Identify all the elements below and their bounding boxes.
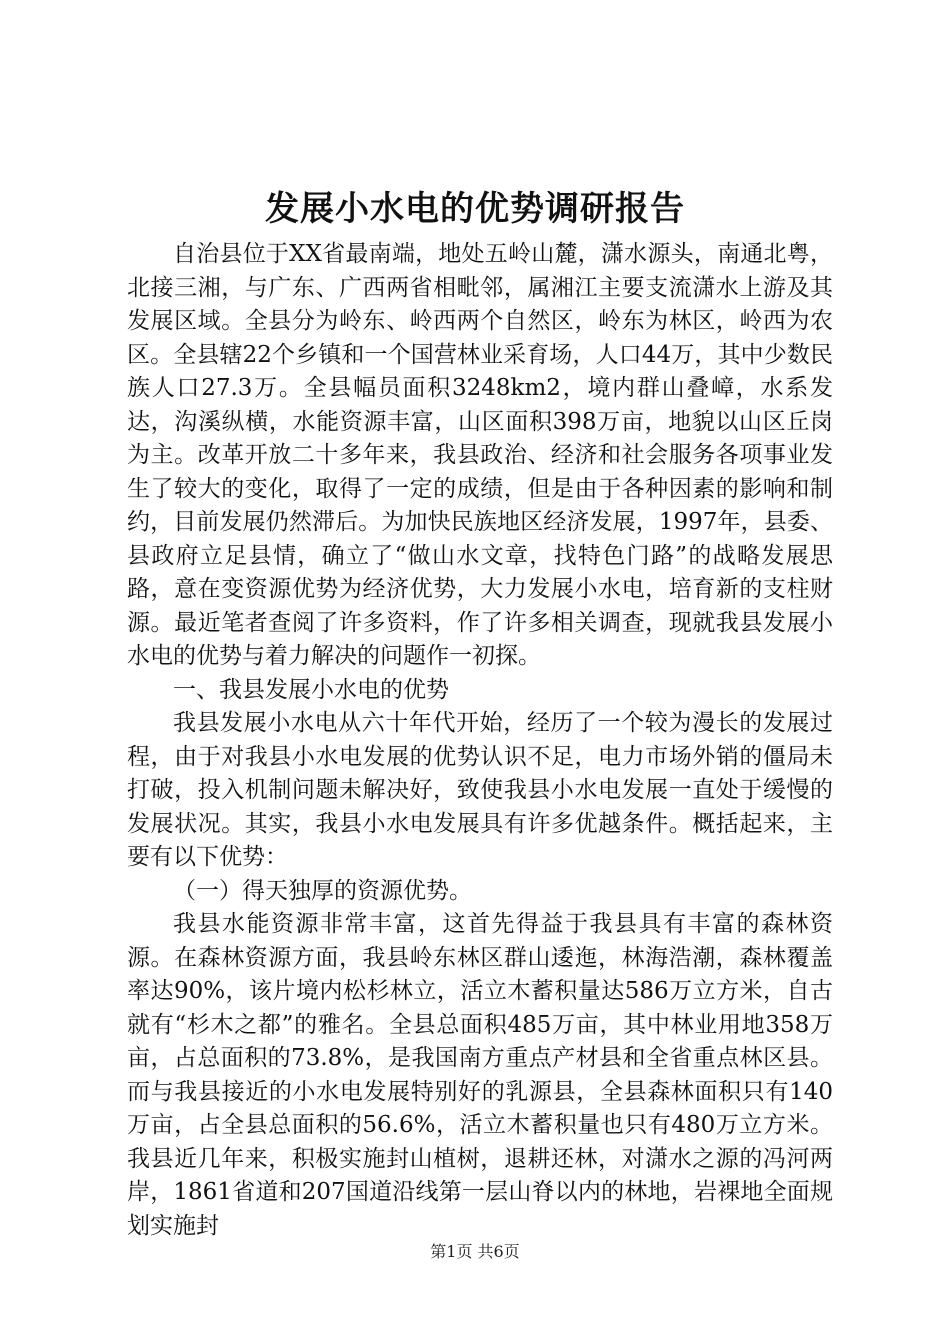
subsection-heading-1: （一）得天独厚的资源优势。 xyxy=(173,877,472,904)
paragraph-resources: 我县水能资源非常丰富，这首先得益于我县具有丰富的森林资源。在森林资源方面，我县岭东林区群山逶迤，林海浩潮，森林覆盖率达90%，该片境内松杉林立，活立木蓄积量达586万立方米，自古就有“杉木之都”的雅名。全县总面积485万亩，其中林业用地358万亩，占总面积的73.8%，是我国南方重点产材县和全省重点林区县。而与我县接近的小水电发展特别好的乳源县，全县森林面积只有140万亩，占全县总面积的56.6%，活立木蓄积量也只有480万立方米。我县近几年来，积极实施封山植树，退耕还林，对潇水之源的冯河两岸，1861省道和207国道沿线第一层山脊以内的林地，岩裸地全面规划实施封 xyxy=(127,911,833,1239)
page-title: 发展小水电的优势调研报告 xyxy=(265,189,685,229)
page-number-footer: 第1页 共6页 xyxy=(430,1242,520,1261)
paragraph-intro: 自治县位于XX省最南端，地处五岭山麓，潇水源头，南通北粤，北接三湘，与广东、广西两省相毗邻，属湘江主要支流潇水上游及其发展区域。全县分为岭东、岭西两个自然区，岭东为林区，岭西为农区。全县辖22个乡镇和一个国营林业采育场，人口44万，其中少数民族人口27.3万。全县幅员面积3248km2，境内群山叠嶂，水系发达，沟溪纵横，水能资源丰富，山区面积398万亩，地貌以山区丘岗为主。改革开放二十多年来，我县政治、经济和社会服务各项事业发生了较大的变化，取得了一定的成绩，但是由于各种因素的影响和制约，目前发展仍然滞后。为加快民族地区经济发展，1997年，县委、县政府立足县情，确立了“做山水文章，找特色门路”的战略发展思路，意在变资源优势为经济优势，大力发展小水电，培育新的支柱财源。最近笔者查阅了许多资料，作了许多相关调查，现就我县发展小水电的优势与着力解决的问题作一初探。 xyxy=(127,241,833,669)
paragraph-overview: 我县发展小水电从六十年代开始，经历了一个较为漫长的发展过程，由于对我县小水电发展的优势认识不足，电力市场外销的僵局未打破，投入机制问题未解决好，致使我县小水电发展一直处于缓慢的发展状况。其实，我县小水电发展具有许多优越条件。概括起来，主要有以下优势： xyxy=(127,710,833,870)
document-body xyxy=(127,238,833,1243)
section-heading-1: 一、我县发展小水电的优势 xyxy=(173,676,449,703)
